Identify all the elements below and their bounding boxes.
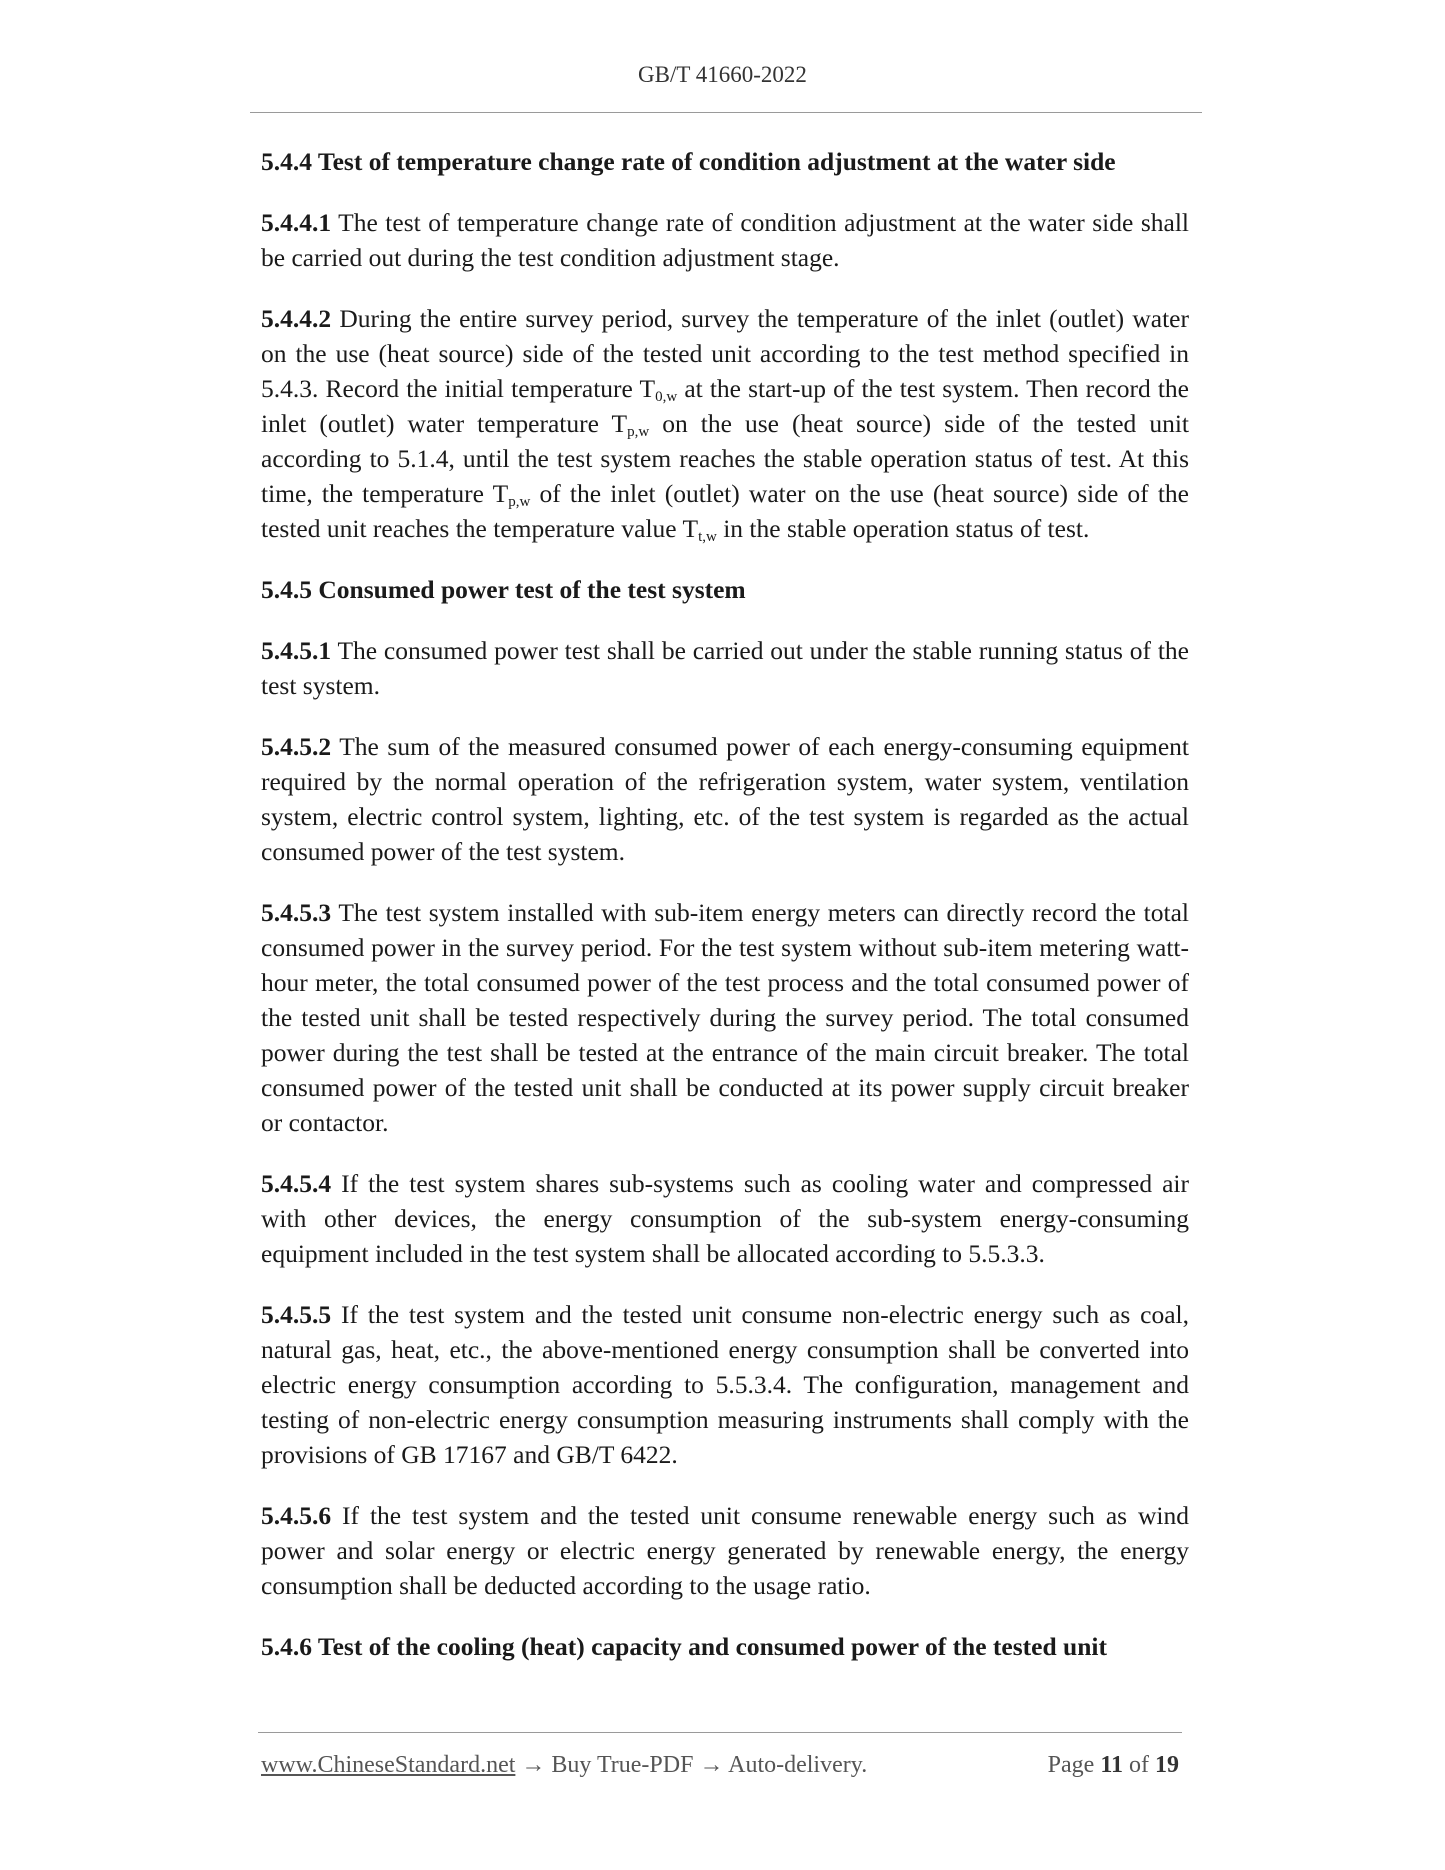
paragraph-5-4-5-4	[261, 1166, 1189, 1271]
clause-number: 5.4.5.5	[261, 1300, 332, 1329]
subscript: 0,w	[655, 389, 678, 405]
clause-text: The test system installed with sub-item energy meters can directly record the total consumed power in the survey period. For the test system without sub-item metering watt-hour meter, the total consumed power of the test process and the total consumed power of the tested unit shall be tested respectively during the survey period. The total consumed power during the test shall be tested at the entrance of the main circuit breaker. The total consumed power of the tested unit shall be conducted at its power supply circuit breaker or contactor.	[261, 898, 1189, 1137]
clause-text: The sum of the measured consumed power of each energy-consuming equipment required by the normal operation of the refrigeration system, water system, ventilation system, electric control system, lighting, etc. of the test system is regarded as the actual consumed power of the test system.	[261, 732, 1189, 866]
website-link[interactable]: www.ChineseStandard.net	[261, 1752, 516, 1778]
paragraph-5-4-4-1	[261, 205, 1189, 275]
footer-tail: → Buy True-PDF → Auto-delivery.	[515, 1752, 868, 1778]
clause-number: 5.4.5.4	[261, 1169, 332, 1198]
paragraph-5-4-5-3	[261, 895, 1189, 1140]
clause-text: During the entire survey period, survey the temperature of the inlet (outlet) water on the use (heat source) side of the tested unit according to the test method specified in 5.4.3. Record the initial temperature T	[261, 304, 1189, 403]
page-indicator	[1048, 1752, 1179, 1779]
clause-text: on the use (heat source) side of the tested unit according to 5.1.4, until the test system reaches the stable operation status of test. At this time, the temperature T	[261, 409, 1189, 508]
clause-number: 5.4.5.3	[261, 898, 332, 927]
section-5-4-4-title: 5.4.4 Test of temperature change rate of condition adjustment at the water side	[261, 147, 1116, 176]
footer-divider	[258, 1732, 1182, 1733]
clause-number: 5.4.5.1	[261, 636, 332, 665]
paragraph-5-4-5-2	[261, 729, 1189, 869]
header-divider	[250, 112, 1202, 113]
clause-number: 5.4.4.2	[261, 304, 332, 333]
paragraph-5-4-4-2	[261, 301, 1189, 546]
section-5-4-6-title: 5.4.6 Test of the cooling (heat) capacity and consumed power of the tested unit	[261, 1632, 1107, 1661]
clause-text: If the test system shares sub-systems such as cooling water and compressed air with other devices, the energy consumption of the sub-system energy-consuming equipment included in the test system shall be allocated according to 5.5.3.3.	[261, 1169, 1189, 1268]
document-header: GB/T 41660-2022	[638, 62, 807, 87]
subscript: p,w	[627, 424, 650, 440]
clause-number: 5.4.5.6	[261, 1501, 332, 1530]
clause-number: 5.4.4.1	[261, 208, 332, 237]
clause-text: If the test system and the tested unit consume renewable energy such as wind power and solar energy or electric energy generated by renewable energy, the energy consumption shall be deducted according to the usage ratio.	[261, 1501, 1189, 1600]
footer-note	[261, 1752, 867, 1779]
document-body	[261, 144, 1189, 1690]
paragraph-5-4-5-5	[261, 1297, 1189, 1472]
page-number: 11	[1100, 1752, 1123, 1778]
page-label: Page	[1047, 1752, 1101, 1778]
of-label: of	[1123, 1752, 1155, 1778]
subscript: t,w	[698, 529, 717, 545]
page-total: 19	[1155, 1752, 1179, 1778]
subscript: p,w	[508, 494, 531, 510]
paragraph-5-4-5-6	[261, 1498, 1189, 1603]
section-5-4-5-title: 5.4.5 Consumed power test of the test system	[261, 575, 746, 604]
clause-text: in the stable operation status of test.	[716, 514, 1090, 543]
paragraph-5-4-5-1	[261, 633, 1189, 703]
clause-text: If the test system and the tested unit consume non-electric energy such as coal, natural gas, heat, etc., the above-mentioned energy consumption shall be converted into electric energy consumption according to 5.5.3.4. The configuration, management and testing of non-electric energy consumption measuring instruments shall comply with the provisions of GB 17167 and GB/T 6422.	[261, 1300, 1189, 1469]
clause-text: at the start-up of the test system. Then record the inlet (outlet) water temperature T	[261, 374, 1190, 438]
clause-text: The test of temperature change rate of condition adjustment at the water side shall be carried out during the test condition adjustment stage.	[261, 208, 1189, 272]
clause-text: of the inlet (outlet) water on the use (heat source) side of the tested unit reaches the temperature value T	[261, 479, 1189, 543]
clause-text: The consumed power test shall be carried out under the stable running status of the test system.	[261, 636, 1189, 700]
clause-number: 5.4.5.2	[261, 732, 332, 761]
